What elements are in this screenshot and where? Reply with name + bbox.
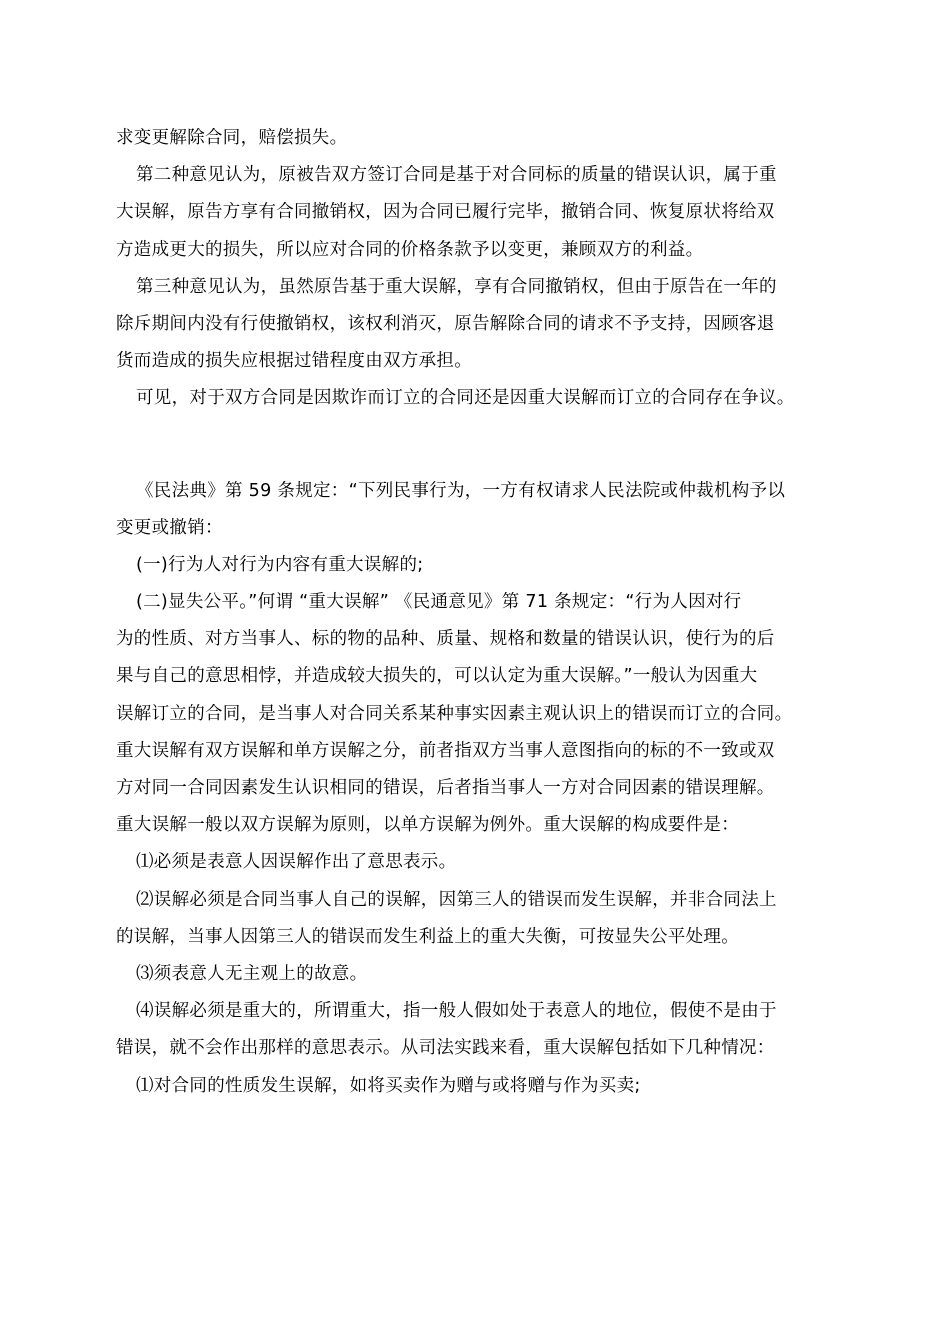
text-line: 重大误解有双方误解和单方误解之分，前者指双方当事人意图指向的标的不一致或双	[116, 740, 775, 761]
text-line: 可见，对于双方合同是因欺诈而订立的合同还是因重大误解而订立的合同存在争议。	[136, 388, 795, 409]
text-line: 错误，就不会作出那样的意思表示。从司法实践来看，重大误解包括如下几种情况：	[116, 1038, 775, 1059]
text-line: 误解订立的合同，是当事人对合同关系某种事实因素主观认识上的错误而订立的合同。	[116, 703, 793, 724]
text-line: ⑴必须是表意人因误解作出了意思表示。	[136, 852, 457, 873]
text-line: 《民法典》第 59 条规定：“下列民事行为，一方有权请求人民法院或仲裁机构予以	[136, 480, 786, 501]
text-line: (二)显失公平。”何谓 “重大误解” 《民通意见》第 71 条规定：“行为人因对行	[136, 592, 742, 613]
paragraph-gap	[116, 418, 838, 473]
text-line: 第三种意见认为，虽然原告基于重大误解，享有合同撤销权，但由于原告在一年的	[136, 276, 777, 297]
text-line: 求变更解除合同，赔偿损失。	[116, 128, 348, 148]
text-line: ⑴对合同的性质发生误解，如将买卖作为赠与或将赠与作为买卖;	[136, 1075, 641, 1096]
text-line: ⑵误解必须是合同当事人自己的误解，因第三人的错误而发生误解，并非合同法上	[136, 889, 777, 910]
text-line: 变更或撤销：	[116, 517, 223, 538]
text-line: 为的性质、对方当事人、标的物的品种、质量、规格和数量的错误认识，使行为的后	[116, 629, 775, 650]
text-line: (一)行为人对行为内容有重大误解的;	[136, 554, 424, 575]
document-body	[116, 120, 838, 1105]
text-line: 方对同一合同因素发生认识相同的错误，后者指当事人一方对合同因素的错误理解。	[116, 778, 775, 798]
text-line: 除斥期间内没有行使撤销权，该权利消灭，原告解除合同的请求不予支持，因顾客退	[116, 313, 775, 334]
text-line: 重大误解一般以双方误解为原则，以单方误解为例外。重大误解的构成要件是：	[116, 815, 739, 836]
text-line: 货而造成的损失应根据过错程度由双方承担。	[116, 351, 472, 372]
text-line: ⑷误解必须是重大的，所谓重大，指一般人假如处于表意人的地位，假使不是由于	[136, 1001, 777, 1022]
text-line: 的误解，当事人因第三人的错误而发生利益上的重大失衡，可按显失公平处理。	[116, 926, 739, 947]
text-line: ⑶须表意人无主观上的故意。	[136, 963, 368, 984]
text-line: 大误解，原告方享有合同撤销权，因为合同已履行完毕，撤销合同、恢复原状将给双	[116, 202, 775, 223]
text-line: 果与自己的意思相悖，并造成较大损失的，可以认定为重大误解。”一般认为因重大	[116, 666, 758, 687]
text-line: 第二种意见认为，原被告双方签订合同是基于对合同标的质量的错误认识，属于重	[136, 165, 777, 186]
text-line: 方造成更大的损失，所以应对合同的价格条款予以变更，兼顾双方的利益。	[116, 239, 704, 260]
